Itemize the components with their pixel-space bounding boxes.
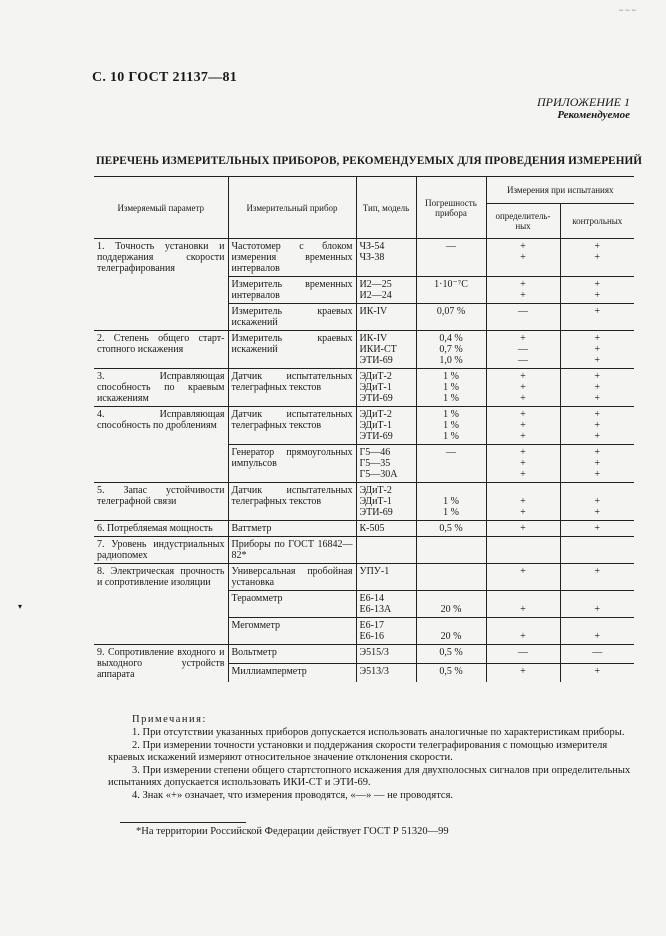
cell-device: Тераомметр bbox=[228, 591, 356, 618]
note-item: 4. Знак «+» означает, что измерения проводятся, «—» — не проводятся. bbox=[132, 790, 454, 801]
cell-control: + + bbox=[594, 241, 601, 263]
note-item: 3. При измерении степени общего стартстопного искажения для двухполосных сигналов при определительных испытаниях допускается использовать ИКИ-СТ и ЭТИ-69. bbox=[108, 765, 631, 788]
cell-error: 1 % 1 % 1 % bbox=[416, 407, 486, 445]
cell-type: ЧЗ-54 ЧЗ-38 bbox=[356, 239, 416, 277]
cell-device: Универсальная пробойная установка bbox=[228, 564, 356, 591]
cell-error: 0,5 % bbox=[416, 521, 486, 537]
cell-device: Мегомметр bbox=[228, 618, 356, 645]
cell-error: 1·10⁻⁷С bbox=[416, 277, 486, 304]
cell-control: + bbox=[594, 523, 601, 534]
cell-error: — bbox=[416, 445, 486, 483]
cell-error: 0,4 % 0,7 % 1,0 % bbox=[416, 331, 486, 369]
header-device: Измерительный прибор bbox=[228, 177, 356, 239]
cell-defining: + + + bbox=[486, 445, 560, 483]
cell-defining: + bbox=[486, 591, 560, 618]
cell-type: ИК-IV ИКИ-СТ ЭТИ-69 bbox=[356, 331, 416, 369]
note-item: 1. При отсутствии указанных приборов допускается использовать аналогичные по характеристикам приборы. bbox=[132, 727, 625, 738]
cell-type: Э513/3 bbox=[356, 664, 416, 682]
cell-control: + bbox=[560, 304, 634, 331]
header-error: Погрешность прибора bbox=[416, 177, 486, 239]
cell-defining: — bbox=[486, 304, 560, 331]
header-tests: Измерения при испытаниях bbox=[486, 177, 634, 204]
cell-param: 2. Степень общего старт-стопного искажения bbox=[94, 331, 228, 369]
instruments-table bbox=[94, 176, 634, 682]
cell-param: 8. Электрическая прочность и сопротивление изоляции bbox=[94, 564, 228, 645]
cell-type: ЭДиТ-2 ЭДиТ-1 ЭТИ-69 bbox=[356, 483, 416, 521]
cell-device: Измеритель краевых искажений bbox=[228, 331, 356, 369]
cell-type: И2—25 И2—24 bbox=[356, 277, 416, 304]
note-item: 2. При измерении точности установки и поддержания скорости телеграфирования с помощью измерителя краевых искажений измеряют относительное значение отклонения скорости. bbox=[108, 740, 608, 763]
cell-error: 0,07 % bbox=[416, 304, 486, 331]
cell-defining: + bbox=[486, 521, 560, 537]
cell-device: Приборы по ГОСТ 16842—82* bbox=[228, 537, 356, 564]
cell-device: Измеритель краевых искажений bbox=[228, 304, 356, 331]
cell-device: Датчик испытательных телеграфных текстов bbox=[228, 483, 356, 521]
margin-mark: ▾ bbox=[18, 602, 23, 611]
cell-device: Миллиамперметр bbox=[228, 664, 356, 682]
cell-device: Датчик испытательных телеграфных текстов bbox=[228, 369, 356, 407]
cell-control: + bbox=[560, 591, 634, 618]
cell-type: ЭДиТ-2 ЭДиТ-1 ЭТИ-69 bbox=[356, 407, 416, 445]
cell-type: Э515/3 bbox=[356, 645, 416, 664]
cell-error: 20 % bbox=[416, 591, 486, 618]
cell-param: 1. Точность установки и поддержания скорости телеграфирования bbox=[94, 239, 228, 331]
cell-type: Г5—46 Г5—35 Г5—30А bbox=[356, 445, 416, 483]
cell-defining: + bbox=[486, 618, 560, 645]
cell-error bbox=[416, 564, 486, 591]
cell-param: 9. Сопротивление входного и выходного устройств аппарата bbox=[94, 645, 228, 683]
page-header: С. 10 ГОСТ 21137—81 bbox=[92, 70, 238, 85]
cell-defining: + + + bbox=[486, 369, 560, 407]
appendix-subtitle: Рекомендуемое bbox=[557, 109, 630, 121]
cell-error: 1 % 1 % bbox=[416, 483, 486, 521]
cell-param: 5. Запас устойчивости телеграфной связи bbox=[94, 483, 228, 521]
cell-type: ИК-IV bbox=[356, 304, 416, 331]
table-row bbox=[94, 369, 634, 407]
cell-type bbox=[356, 537, 416, 564]
table-row bbox=[94, 483, 634, 521]
cell-device: Измеритель временных интервалов bbox=[228, 277, 356, 304]
cell-control: + + + bbox=[594, 333, 601, 366]
table-row bbox=[94, 407, 634, 445]
cell-control: — bbox=[592, 647, 603, 658]
cell-device: Генератор прямоугольных импульсов bbox=[228, 445, 356, 483]
appendix-title: ПРИЛОЖЕНИЕ 1 bbox=[537, 95, 630, 109]
cell-control: + + + bbox=[594, 371, 601, 404]
cell-param: 7. Уровень индустриальных радиопомех bbox=[94, 537, 228, 564]
cell-defining: + bbox=[486, 564, 560, 591]
notes bbox=[108, 714, 646, 802]
cell-control bbox=[560, 537, 634, 564]
header-control: контрольных bbox=[560, 204, 634, 239]
cell-param: 3. Исправляющая способность по краевым искажениям bbox=[94, 369, 228, 407]
cell-param: 4. Исправляющая способность по дроблениям bbox=[94, 407, 228, 483]
appendix-label bbox=[537, 96, 630, 122]
table-row bbox=[94, 564, 634, 591]
cell-control: + bbox=[594, 566, 601, 577]
table-row bbox=[94, 645, 634, 664]
cell-control: + bbox=[560, 664, 634, 682]
cell-error: 1 % 1 % 1 % bbox=[416, 369, 486, 407]
footnote-divider bbox=[120, 822, 246, 823]
table-body bbox=[94, 239, 634, 683]
cell-error: 0,5 % bbox=[416, 664, 486, 682]
table-row bbox=[94, 537, 634, 564]
header-param: Измеряемый параметр bbox=[94, 177, 228, 239]
cell-error: 0,5 % bbox=[416, 645, 486, 664]
cell-type: УПУ-1 bbox=[356, 564, 416, 591]
cell-device: Частотомер с блоком измерения временных интервалов bbox=[228, 239, 356, 277]
header-defining: определитель-ных bbox=[486, 204, 560, 239]
cell-defining: + + bbox=[486, 277, 560, 304]
cell-control: + + + bbox=[594, 409, 601, 442]
cell-type: Е6-14 Е6-13А bbox=[356, 591, 416, 618]
cell-type: Е6-17 Е6-16 bbox=[356, 618, 416, 645]
notes-heading: Примечания: bbox=[132, 714, 207, 725]
table-row bbox=[94, 521, 634, 537]
cell-defining: + bbox=[486, 664, 560, 682]
cell-defining bbox=[486, 537, 560, 564]
document-title: ПЕРЕЧЕНЬ ИЗМЕРИТЕЛЬНЫХ ПРИБОРОВ, РЕКОМЕНДУЕМЫХ ДЛЯ ПРОВЕДЕНИЯ ИЗМЕРЕНИЙ bbox=[96, 155, 643, 167]
cell-device: Ваттметр bbox=[228, 521, 356, 537]
cell-control: + + + bbox=[560, 445, 634, 483]
header-type: Тип, модель bbox=[356, 177, 416, 239]
cell-defining: + — — bbox=[486, 331, 560, 369]
cell-error bbox=[416, 537, 486, 564]
footnote: *На территории Российской Федерации действует ГОСТ Р 51320—99 bbox=[136, 826, 449, 837]
cell-defining: + + + bbox=[486, 407, 560, 445]
cell-type: К-505 bbox=[356, 521, 416, 537]
table-row bbox=[94, 239, 634, 277]
cell-defining: + + bbox=[486, 483, 560, 521]
scan-mark: ~ ~ ~ bbox=[619, 6, 636, 15]
cell-error: 20 % bbox=[416, 618, 486, 645]
cell-device: Вольтметр bbox=[228, 645, 356, 664]
cell-control: + bbox=[560, 618, 634, 645]
cell-control: + + bbox=[594, 496, 601, 518]
cell-defining: — bbox=[486, 645, 560, 664]
cell-type: ЭДиТ-2 ЭДиТ-1 ЭТИ-69 bbox=[356, 369, 416, 407]
table-row bbox=[94, 331, 634, 369]
cell-device: Датчик испытательных телеграфных текстов bbox=[228, 407, 356, 445]
cell-defining: + + bbox=[486, 239, 560, 277]
cell-param: 6. Потребляемая мощность bbox=[94, 521, 228, 537]
cell-control: + + bbox=[560, 277, 634, 304]
cell-error: — bbox=[416, 239, 486, 277]
